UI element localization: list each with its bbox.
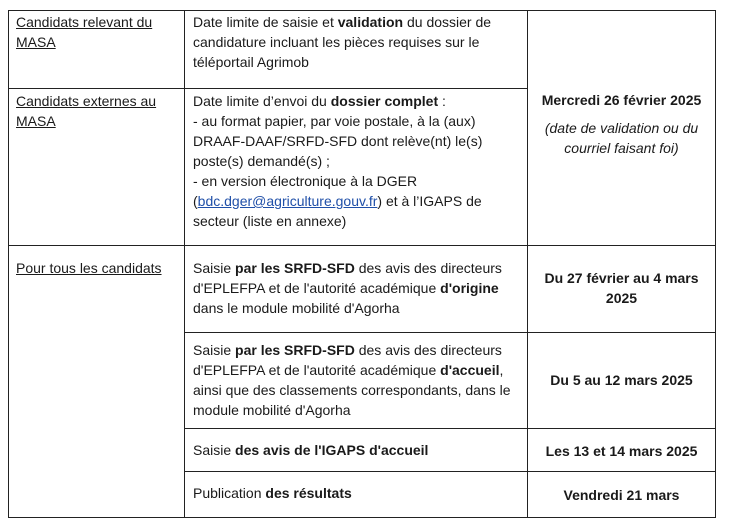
- row5-date: Les 13 et 14 mars 2025: [545, 443, 698, 459]
- row4-desc-bold: par les SRFD-SFD: [235, 342, 355, 358]
- table-border-col1: [184, 10, 185, 518]
- row2-desc-text: Date limite d’envoi du: [193, 93, 331, 109]
- row6-date: Vendredi 21 mars: [563, 487, 680, 503]
- row5-desc-text: Saisie: [193, 442, 236, 458]
- row2-desc-paper: - au format papier, par voie postale, à la (aux) DRAAF-DAAF/SRFD-SFD dont relève(nt) le(s) poste(s) demandé(s) ;: [193, 113, 483, 169]
- row4-desc-text3: , ainsi que des classements correspondants, dans le module mobilité d'Agorha: [193, 362, 511, 418]
- row-divider-4: [184, 428, 716, 429]
- row3-date: Du 27 février au 4 mars 2025: [544, 270, 699, 306]
- row1-description: [193, 12, 518, 72]
- row1-desc-bold: validation: [337, 14, 404, 30]
- row4-desc-text2: des avis des directeurs d'EPLEFPA et de l'autorité académique: [193, 342, 502, 378]
- row5-desc-bold: des avis de l'IGAPS d'accueil: [235, 442, 429, 458]
- row2-desc-bold: dossier complet: [330, 93, 439, 109]
- row4-desc-bold2: d'accueil: [440, 362, 500, 378]
- row3-category: Pour tous les candidats: [16, 260, 162, 276]
- row6-description: [193, 483, 521, 503]
- row-divider-2: [8, 245, 716, 246]
- table-border-bottom: [8, 517, 716, 518]
- merged-date-main: Mercredi 26 février 2025: [541, 92, 702, 108]
- row1-desc-text: Date limite de saisie et: [193, 14, 338, 30]
- email-link[interactable]: bdc.dger@agriculture.gouv.fr: [197, 193, 378, 209]
- row1-category: Candidats relevant du MASA: [16, 14, 153, 50]
- row2-description: [193, 91, 521, 231]
- row4-date: Du 5 au 12 mars 2025: [550, 372, 693, 388]
- table-border-right: [715, 10, 716, 518]
- row-divider-5: [184, 471, 716, 472]
- row3-desc-text: Saisie: [193, 260, 236, 276]
- row4-desc-text: Saisie: [193, 342, 236, 358]
- row2-category: Candidats externes au MASA: [16, 93, 157, 129]
- row3-desc-text3: dans le module mobilité d'Agorha: [193, 300, 400, 316]
- row6-desc-text: Publication: [193, 485, 266, 501]
- row5-description: [193, 440, 521, 460]
- row3-description: [193, 258, 521, 318]
- merged-date-note: (date de validation ou du courriel faisant foi): [544, 120, 699, 156]
- row2-paren: (: [193, 193, 198, 209]
- row-divider-3: [184, 332, 716, 333]
- merged-date-cell: [528, 90, 715, 158]
- row2-desc-electronic: - en version électronique à la DGER: [193, 173, 418, 189]
- row3-desc-text2: des avis des directeurs d'EPLEFPA et de l'autorité académique: [193, 260, 502, 296]
- row2-desc-igaps: ) et à l’IGAPS de secteur (liste en annexe): [193, 193, 482, 229]
- table-border-top: [8, 10, 716, 11]
- row6-desc-bold: des résultats: [265, 485, 352, 501]
- row4-description: [193, 340, 523, 420]
- row1-desc-text2: du dossier de candidature incluant les pièces requises sur le téléportail Agrimob: [193, 14, 492, 70]
- row3-desc-bold: par les SRFD-SFD: [235, 260, 355, 276]
- row-divider-1: [8, 88, 528, 89]
- row3-desc-bold2: d'origine: [440, 280, 499, 296]
- table-border-left: [8, 10, 9, 518]
- row2-desc-colon: :: [438, 93, 446, 109]
